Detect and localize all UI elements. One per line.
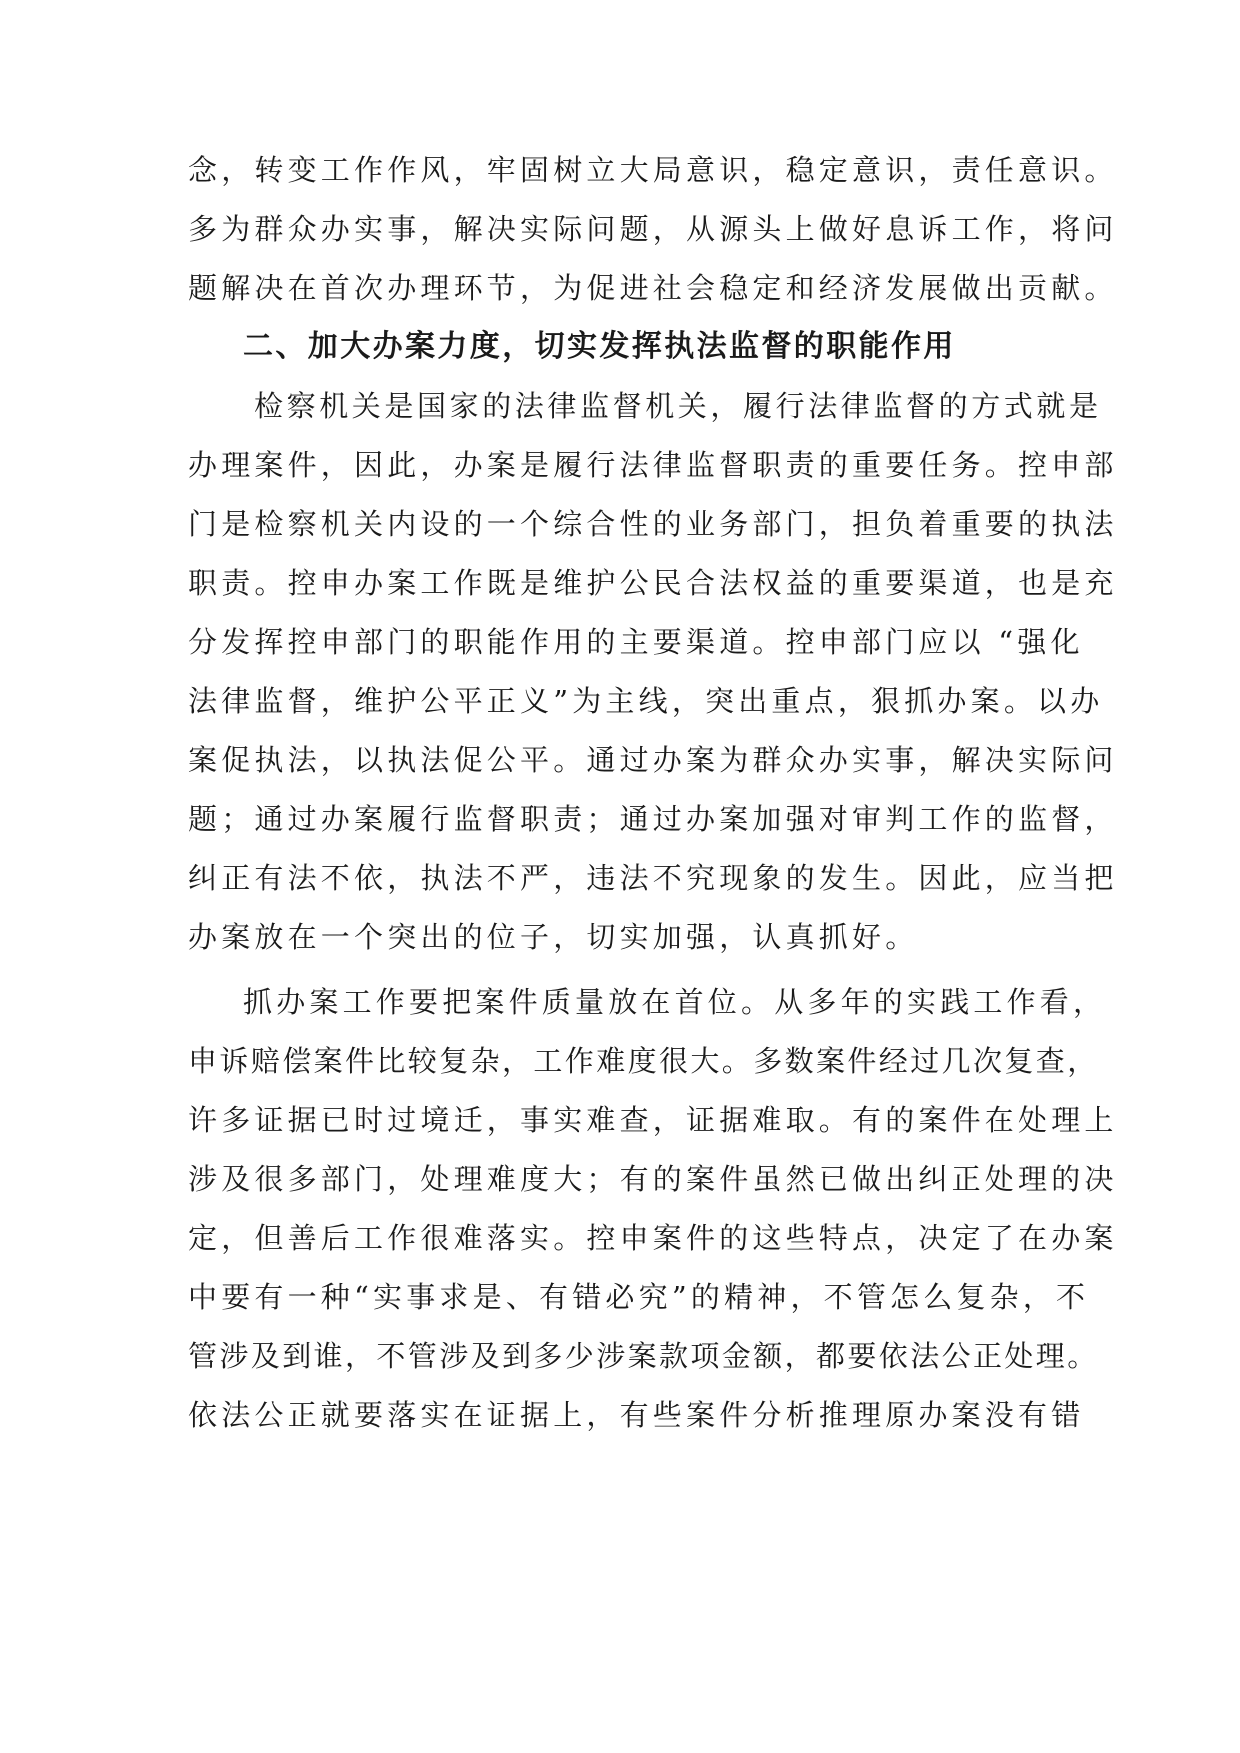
text-line: 管涉及到谁，不管涉及到多少涉案款项金额，都要依法公正处理。 xyxy=(188,1339,1099,1373)
text-line: 抓办案工作要把案件质量放在首位。从多年的实践工作看， xyxy=(243,985,1107,1019)
text-line: 纠正有法不依，执法不严，违法不究现象的发生。因此，应当把 xyxy=(188,861,1118,895)
text-line: 案促执法，以执法促公平。通过办案为群众办实事，解决实际问 xyxy=(188,743,1118,777)
text-line: 申诉赔偿案件比较复杂，工作难度很大。多数案件经过几次复查， xyxy=(188,1044,1099,1078)
text-line: 分发挥控申部门的职能作用的主要渠道。控申部门应以 “强化 xyxy=(188,625,1084,659)
text-line: 题解决在首次办理环节，为促进社会稳定和经济发展做出贡献。 xyxy=(188,271,1118,305)
text-line: 定，但善后工作很难落实。控申案件的这些特点，决定了在办案 xyxy=(188,1221,1118,1255)
text-line: 检察机关是国家的法律监督机关，履行法律监督的方式就是 xyxy=(254,389,1102,423)
text-line: 念，转变工作作风，牢固树立大局意识，稳定意识，责任意识。 xyxy=(188,153,1118,187)
text-line: 中要有一种“实事求是、有错必究”的精神，不管怎么复杂，不 xyxy=(188,1280,1090,1314)
text-line: 法律监督，维护公平正义”为主线，突出重点，狠抓办案。以办 xyxy=(188,684,1104,718)
section-heading: 二、加大办案力度，切实发挥执法监督的职能作用 xyxy=(243,329,956,364)
text-line: 办案放在一个突出的位子，切实加强，认真抓好。 xyxy=(188,920,919,954)
text-line: 多为群众办实事，解决实际问题，从源头上做好息诉工作，将问 xyxy=(188,212,1118,246)
text-line: 许多证据已时过境迁，事实难查，证据难取。有的案件在处理上 xyxy=(188,1103,1118,1137)
text-line: 门是检察机关内设的一个综合性的业务部门，担负着重要的执法 xyxy=(188,507,1118,541)
text-line: 职责。控申办案工作既是维护公民合法权益的重要渠道，也是充 xyxy=(188,566,1118,600)
text-line: 涉及很多部门，处理难度大；有的案件虽然已做出纠正处理的决 xyxy=(188,1162,1118,1196)
text-line: 题；通过办案履行监督职责；通过办案加强对审判工作的监督， xyxy=(188,802,1118,836)
text-line: 依法公正就要落实在证据上，有些案件分析推理原办案没有错 xyxy=(188,1398,1085,1432)
text-line: 办理案件，因此，办案是履行法律监督职责的重要任务。控申部 xyxy=(188,448,1118,482)
